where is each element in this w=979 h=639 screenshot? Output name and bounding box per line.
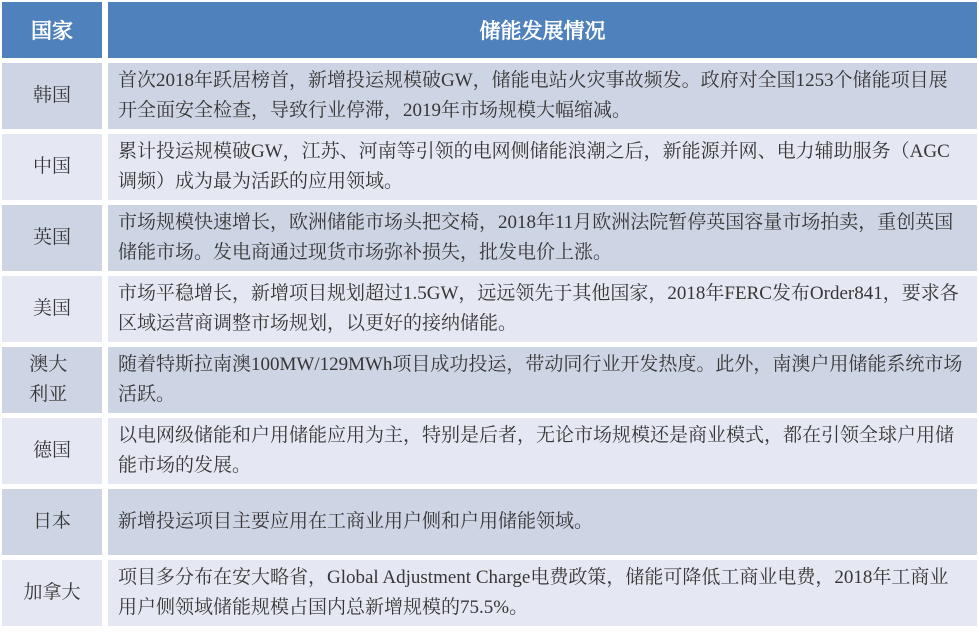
table-row <box>2 489 977 555</box>
country-cell: 美国 <box>2 276 102 342</box>
country-cell: 德国 <box>2 418 102 484</box>
description-cell: 首次2018年跃居榜首，新增投运规模破GW，储能电站火灾事故频发。政府对全国1253个储能项目展开全面安全检查，导致行业停滞，2019年市场规模大幅缩减。 <box>108 63 977 129</box>
description-cell: 项目多分布在安大略省，Global Adjustment Charge电费政策，储能可降低工商业电费，2018年工商业用户侧领域储能规模占国内总新增规模的75.5%。 <box>108 560 977 626</box>
country-cell: 日本 <box>2 489 102 555</box>
description-cell: 新增投运项目主要应用在工商业用户侧和户用储能领域。 <box>108 489 977 555</box>
table-row <box>2 134 977 200</box>
country-cell: 韩国 <box>2 63 102 129</box>
table-row <box>2 205 977 271</box>
column-header-country: 国家 <box>2 2 102 58</box>
country-cell <box>2 347 102 413</box>
country-cell: 中国 <box>2 134 102 200</box>
table-row <box>2 63 977 129</box>
table-row <box>2 560 977 626</box>
country-label: 澳大利亚 <box>29 354 68 405</box>
country-cell: 加拿大 <box>2 560 102 626</box>
table-header-row <box>2 2 977 58</box>
country-cell: 英国 <box>2 205 102 271</box>
table-row <box>2 418 977 484</box>
table-row <box>2 276 977 342</box>
description-cell: 市场平稳增长，新增项目规划超过1.5GW，远远领先于其他国家，2018年FERC发布Order841，要求各区域运营商调整市场规划，以更好的接纳储能。 <box>108 276 977 342</box>
description-cell: 随着特斯拉南澳100MW/129MWh项目成功投运，带动同行业开发热度。此外，南澳户用储能系统市场活跃。 <box>108 347 977 413</box>
table-row <box>2 347 977 413</box>
description-cell: 以电网级储能和户用储能应用为主，特别是后者，无论市场规模还是商业模式，都在引领全球户用储能市场的发展。 <box>108 418 977 484</box>
description-cell: 累计投运规模破GW，江苏、河南等引领的电网侧储能浪潮之后，新能源并网、电力辅助服务（AGC调频）成为最为活跃的应用领域。 <box>108 134 977 200</box>
description-cell: 市场规模快速增长，欧洲储能市场头把交椅，2018年11月欧洲法院暂停英国容量市场拍卖，重创英国储能市场。发电商通过现货市场弥补损失，批发电价上涨。 <box>108 205 977 271</box>
column-header-development: 储能发展情况 <box>108 2 977 58</box>
